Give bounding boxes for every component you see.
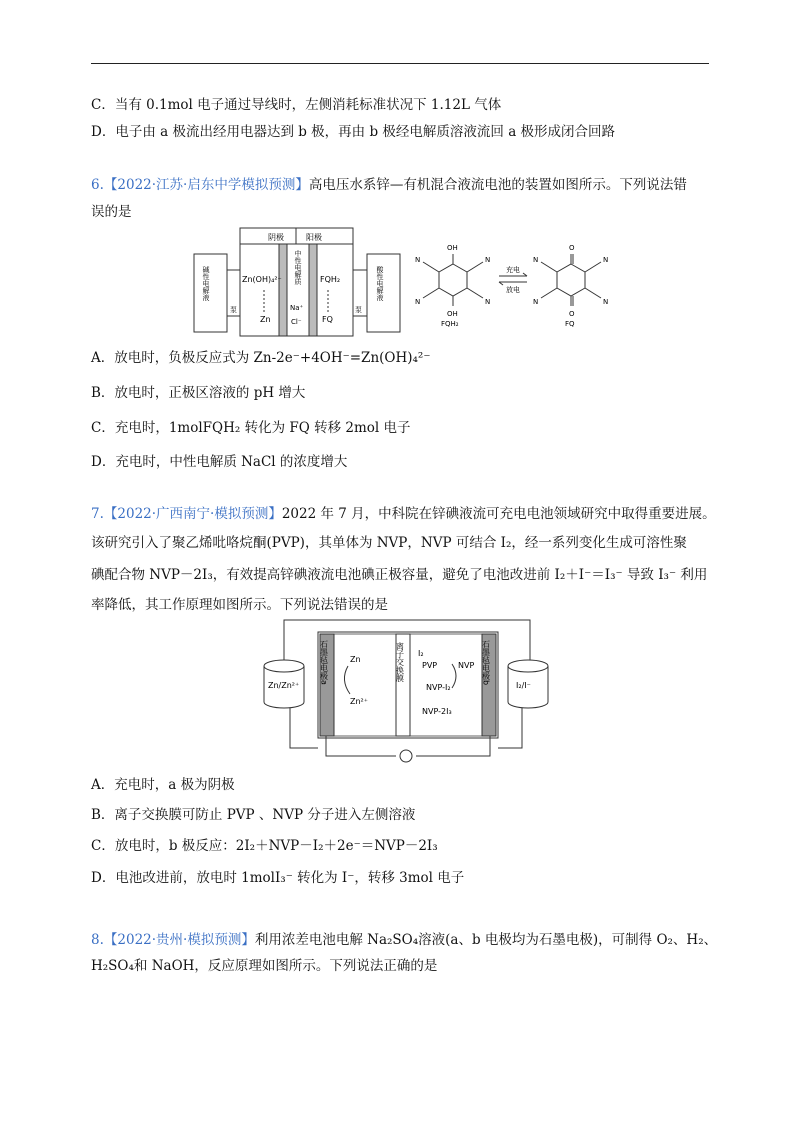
q6-stem-line2: 误的是 <box>91 204 132 220</box>
q6-number: 6. <box>91 177 104 193</box>
q7-stem-line3: 碘配合物 NVP－2I₃，有效提高锌碘液流电池碘正极容量，避免了电池改进前 I₂＋I⁻＝I₃⁻ 导致 I₃⁻ 利用 <box>91 567 708 583</box>
q6-n-8: N <box>603 298 609 306</box>
q6-n-2: N <box>485 256 491 264</box>
q6-cl: Cl⁻ <box>291 318 302 326</box>
q8-source: 【2022·贵州·模拟预测】 <box>103 932 255 948</box>
q7-stem-text: 2022 年 7 月，中科院在锌碘液流可充电电池领域研究中取得重要进展。 <box>281 506 716 522</box>
q8-stem-line2: H₂SO₄和 NaOH，反应原理如图所示。下列说法正确的是 <box>91 958 438 974</box>
q8-number: 8. <box>91 932 104 948</box>
q6-zincate: Zn(OH)₄²⁻ <box>242 275 282 284</box>
q6-n-3: N <box>415 298 421 306</box>
q6-anode-label: 阳极 <box>306 233 322 242</box>
q6-oh-bottom: OH <box>447 310 458 318</box>
q6-stem-text: 高电压水系锌—有机混合液流电池的装置如图所示。下列说法错 <box>308 177 687 193</box>
q6-source: 【2022·江苏·启东中学模拟预测】 <box>103 177 309 193</box>
q8-stem-line1 <box>91 931 717 949</box>
q7-nvp: NVP <box>458 661 475 670</box>
q6-option-c: C．充电时，1molFQH₂ 转化为 FQ 转移 2mol 电子 <box>91 420 411 436</box>
option-d-prev: D．电子由 a 极流出经用电器达到 b 极，再由 b 极经电解质溶液流回 a 极形成闭合回路 <box>91 124 616 140</box>
q6-left-tank: 碱性电解液 <box>202 266 210 301</box>
q6-o-top: O <box>569 244 575 252</box>
q6-zn: Zn <box>260 315 271 324</box>
q7-membrane: 离子交换膜 <box>395 642 405 682</box>
q6-discharge-label: 放电 <box>506 286 520 294</box>
q7-right-tank: I₂/I⁻ <box>516 681 531 690</box>
q6-n-4: N <box>485 298 491 306</box>
q6-option-d: D．充电时，中性电解质 NaCl 的浓度增大 <box>91 454 348 470</box>
q6-oh-top: OH <box>447 244 458 252</box>
q6-option-a: A．放电时，负极反应式为 Zn-2e⁻+4OH⁻=Zn(OH)₄²⁻ <box>91 350 431 366</box>
q7-battery-diagram <box>262 618 552 770</box>
q7-nvp-i2: NVP-I₂ <box>426 683 451 692</box>
q6-n-7: N <box>533 298 539 306</box>
q7-source: 【2022·广西南宁·模拟预测】 <box>103 506 282 522</box>
q6-mol-left-label: FQH₂ <box>441 320 459 328</box>
header-rule <box>91 63 709 64</box>
q7-zn2: Zn²⁺ <box>350 697 368 706</box>
q6-molecule-scheme <box>403 236 613 330</box>
q6-fq: FQ <box>322 315 333 324</box>
q6-charge-label: 充电 <box>506 266 520 274</box>
q6-n-5: N <box>533 256 539 264</box>
q6-pump-right: 泵 <box>355 306 362 314</box>
q7-option-c: C．放电时，b 极反应：2I₂＋NVP－I₂＋2e⁻＝NVP－2I₃ <box>91 838 438 854</box>
q6-middle: 中性电解质 <box>294 250 302 285</box>
q6-mol-right-label: FQ <box>565 320 575 328</box>
option-c-prev: C．当有 0.1mol 电子通过导线时，左侧消耗标准状况下 1.12L 气体 <box>91 97 502 113</box>
q6-cathode-label: 阴极 <box>268 233 284 242</box>
q7-nvp-2i3: NVP-2I₃ <box>422 707 452 716</box>
q7-stem-line2: 该研究引入了聚乙烯吡咯烷酮(PVP)，其单体为 NVP，NVP 可结合 I₂，经一系列变化生成可溶性聚 <box>91 535 687 551</box>
q7-stem-line4: 率降低，其工作原理如图所示。下列说法错误的是 <box>91 597 388 613</box>
q6-fqh2: FQH₂ <box>320 275 341 284</box>
q6-n-1: N <box>415 256 421 264</box>
q6-option-b: B．放电时，正极区溶液的 pH 增大 <box>91 385 306 401</box>
q6-n-6: N <box>603 256 609 264</box>
q6-pump-left: 泵 <box>230 306 237 314</box>
q6-right-tank: 酸性电解液 <box>376 266 384 301</box>
q7-stem-line1 <box>91 505 716 523</box>
q6-o-bottom: O <box>569 310 575 318</box>
q7-left-electrode: 石墨毡电极a <box>319 640 329 685</box>
q7-left-tank: Zn/Zn²⁺ <box>268 681 300 690</box>
q7-option-d: D．电池改进前，放电时 1molI₃⁻ 转化为 I⁻，转移 3mol 电子 <box>91 870 465 886</box>
q6-na: Na⁺ <box>290 304 304 312</box>
q7-option-b: B．离子交换膜可防止 PVP 、NVP 分子进入左侧溶液 <box>91 807 416 823</box>
q8-stem-text: 利用浓差电池电解 Na₂SO₄溶液(a、b 电极均为石墨电极)，可制得 O₂、H₂、 <box>254 932 718 948</box>
q7-i2: I₂ <box>418 649 424 658</box>
q7-pvp: PVP <box>422 661 438 670</box>
q6-battery-diagram <box>192 226 402 342</box>
q7-number: 7. <box>91 506 104 522</box>
q7-right-electrode: 石墨毡电极b <box>481 640 491 686</box>
q7-zn: Zn <box>350 655 361 664</box>
q7-option-a: A．充电时，a 极为阴极 <box>91 777 235 793</box>
q6-stem-line1 <box>91 176 687 194</box>
